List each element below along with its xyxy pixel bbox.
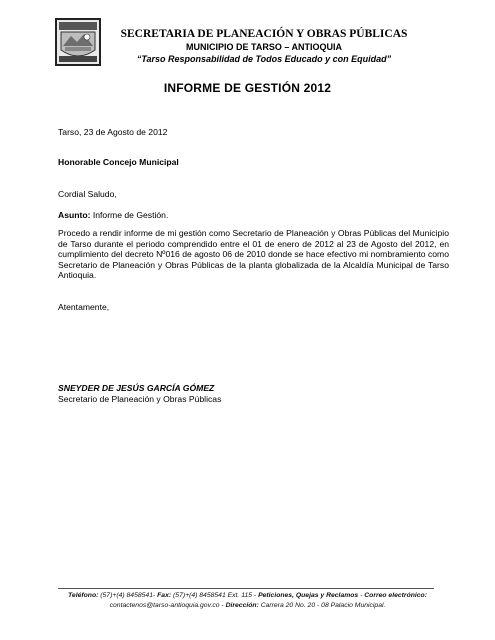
letterhead (104, 28, 424, 65)
subject-label: Asunto: (58, 210, 91, 220)
fax-value: (57)+(4) 8458541 Ext. 115 - (171, 592, 259, 599)
body-paragraph: Procedo a rendir informe de mi gestión como Secretario de Planeación y Obras Públicas del Municipio de Tarso durante el periodo comprendido entre el 01 de enero de 2012 al 23 de Agosto del 2012, en cumplimiento del decreto Nº016 de agosto 06 de 2010 donde se hace efectivo mi nombramiento como Secretario de Planeación y Obras Públicas de la planta globalizada de la Alcaldía Municipal de Tarso Antioquia. (58, 228, 449, 281)
footer-contact (40, 591, 455, 611)
fax-label: Fax: (157, 592, 172, 599)
document-title: INFORME DE GESTIÓN 2012 (163, 81, 332, 95)
date-line: Tarso, 23 de Agosto de 2012 (58, 127, 168, 137)
closing: Atentamente, (58, 302, 110, 312)
address-value: Carrera 20 No. 20 - 08 Palacio Municipal. (258, 602, 386, 609)
signer-name: SNEYDER DE JESÚS GARCÍA GÓMEZ (58, 383, 215, 393)
email-label: Correo electrónico: (364, 592, 427, 599)
address-label: Dirección: (225, 602, 259, 609)
phone-value: (57)+(4) 8458541- (98, 592, 158, 599)
signer-title: Secretario de Planeación y Obras Públicas (58, 394, 222, 404)
letterhead-motto: “Tarso Responsabilidad de Todos Educado y con Equidad” (136, 54, 392, 64)
pqr-label: Peticiones, Quejas y Reclamos (258, 592, 359, 599)
footer-separator: - (358, 592, 365, 599)
addressee: Honorable Concejo Municipal (58, 157, 179, 167)
subject-text: Informe de Gestión. (90, 210, 169, 220)
email-value: contactenos@tarso-antioquia.gov.co - (109, 602, 226, 609)
footer-divider (58, 588, 434, 589)
subject-line (58, 210, 168, 221)
letterhead-secretaria: SECRETARIA DE PLANEACIÓN Y OBRAS PÚBLICAS (120, 28, 408, 40)
phone-label: Teléfono: (68, 592, 99, 599)
greeting: Cordial Saludo, (58, 189, 117, 199)
municipal-coat-of-arms-logo (55, 18, 101, 66)
letterhead-municipio: MUNICIPIO DE TARSO – ANTIOQUIA (185, 42, 342, 52)
